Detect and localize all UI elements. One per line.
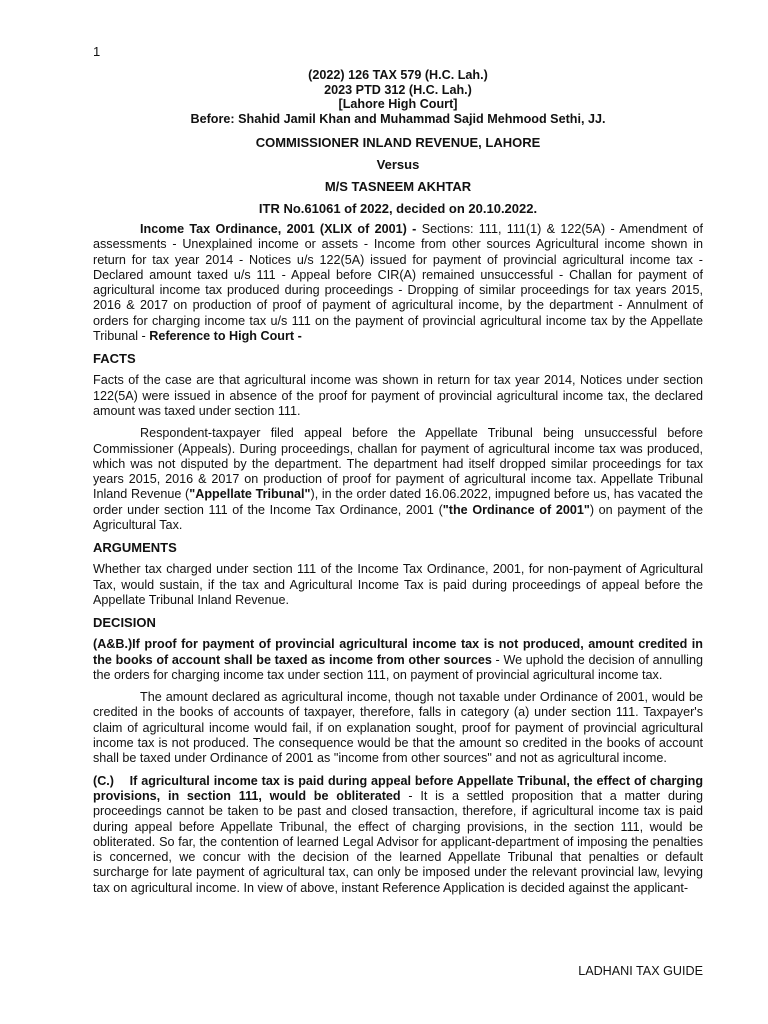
arguments-paragraph: Whether tax charged under section 111 of the Income Tax Ordinance, 2001, for non-payment of Agricultural Tax, would sustain, if the tax and Agricultural Income Tax is paid during proceedings of appeal before the Appellate Tribunal Inland Revenue.	[93, 562, 703, 607]
decision-c-holding: If agricultural income tax is paid during appeal before Appellate Tribunal, the effect of charging provisions, in section 111, would be obliterated	[93, 773, 704, 803]
facts-heading: FACTS	[93, 351, 136, 367]
decision-ab-text: - We uphold the decision of annulling the orders for charging income tax under section 111, on payment of provincial agricultural income tax.	[93, 652, 703, 682]
headnote-statute: Income Tax Ordinance, 2001 (XLIX of 2001) -	[140, 222, 417, 236]
decision-c-text: - It is a settled proposition that a matter during proceedings cannot be taken to be past and closed transaction, therefore, if agricultural income tax is paid during appeal before Appellate Tribunal, the effect of charging provisions, in the section 111, would be obliterated. So far, the contention of learned Legal Advisor for applicant-department of imposing the penalties is concerned, we concur with the decision of the learned Appellate Tribunal that penalties or default surcharge for late payment of agricultural tax, can only be imposed under the relevant provincial law, levying tax on agricultural income. In view of above, instant Reference Application is decided against the applicant-	[93, 788, 703, 895]
arguments-heading: ARGUMENTS	[93, 540, 177, 556]
decision-c-label: (C.)	[93, 773, 114, 788]
petitioner: COMMISSIONER INLAND REVENUE, LAHORE	[255, 135, 541, 150]
decision-heading: DECISION	[93, 615, 156, 631]
page-number: 1	[93, 44, 101, 59]
decision-ab-holding: If proof for payment of provincial agricultural income tax is not produced, amount credited in the books of account shall be taxed as income from other sources	[93, 637, 703, 667]
decision-c	[93, 774, 703, 896]
versus: Versus	[376, 157, 420, 172]
footer-publisher: LADHANI TAX GUIDE	[578, 964, 703, 978]
case-number: ITR No.61061 of 2022, decided on 20.10.2022.	[258, 201, 538, 216]
headnote	[93, 222, 703, 344]
case-parties	[93, 135, 703, 223]
bench: Before: Shahid Jamil Khan and Muhammad Sajid Mehmood Sethi, JJ.	[190, 111, 606, 126]
facts-paragraph-2	[93, 426, 703, 533]
court-name: [Lahore High Court]	[338, 97, 458, 111]
citation-header	[93, 68, 703, 126]
citation-line-2: 2023 PTD 312 (H.C. Lah.)	[324, 82, 472, 97]
headnote-text: Sections: 111, 111(1) & 122(5A) - Amendment of assessments - Unexplained income or assets - Income from other sources Agricultural income shown in return for tax year 2014 - Notices u/s 122(5A) issued for payment of provincial agricultural income tax - Declared amount taxed u/s 111 - Appeal before CIR(A) remained unsuccessful - Challan for payment of agricultural income tax produced during proceedings - Dropping of similar proceedings for tax years 2015, 2016 & 2017 on production of proof of payment of agricultural income, by the department - Annulment of orders for charging income tax u/s 111 on the payment of provincial agricultural income tax by the Appellate Tribunal -	[93, 222, 703, 344]
respondent: M/S TASNEEM AKHTAR	[324, 179, 472, 194]
headnote-reference: Reference to High Court -	[149, 329, 302, 344]
citation-line-1: (2022) 126 TAX 579 (H.C. Lah.)	[308, 68, 488, 82]
facts-p2-text-c: ) on payment of the Agricultural Tax.	[93, 502, 703, 533]
defined-term-ordinance: "the Ordinance of 2001"	[442, 502, 590, 517]
defined-term-appellate-tribunal: "Appellate Tribunal"	[189, 487, 311, 502]
decision-ab-label: (A&B.)	[93, 637, 133, 652]
facts-p2-text-a: Respondent-taxpayer filed appeal before the Appellate Tribunal being unsuccessful before Commissioner (Appeals). During proceedings, challan for payment of agricultural income tax was produced, which was not disputed by the department. The department had itself dropped similar proceedings for tax years 2015, 2016 & 2017 on production of proof for payment of agricultural income tax. Appellate Tribunal Inland Revenue (	[93, 426, 703, 502]
document-body	[93, 222, 703, 903]
decision-ab	[93, 637, 703, 683]
decision-ab-paragraph-2: The amount declared as agricultural income, though not taxable under Ordinance of 2001, would be credited in the books of accounts of taxpayer, therefore, falls in category (a) under section 111. Taxpayer's claim of agricultural income would fail, if on explanation sought, proof for payment of provincial agricultural income tax is not produced. The consequence would be that the amount so credited in the books of account shall be taxed under Ordinance of 2001 as "income from other sources" and not as agricultural income.	[93, 690, 703, 766]
facts-p2-text-b: ), in the order dated 16.06.2022, impugned before us, has vacated the order under section 111 of the Income Tax Ordinance, 2001 (	[93, 487, 704, 517]
facts-paragraph-1: Facts of the case are that agricultural income was shown in return for tax year 2014, Notices under section 122(5A) were issued in absence of the proof for payment of provincial agricultural income tax, the declared amount was taxed under section 111.	[93, 373, 703, 418]
